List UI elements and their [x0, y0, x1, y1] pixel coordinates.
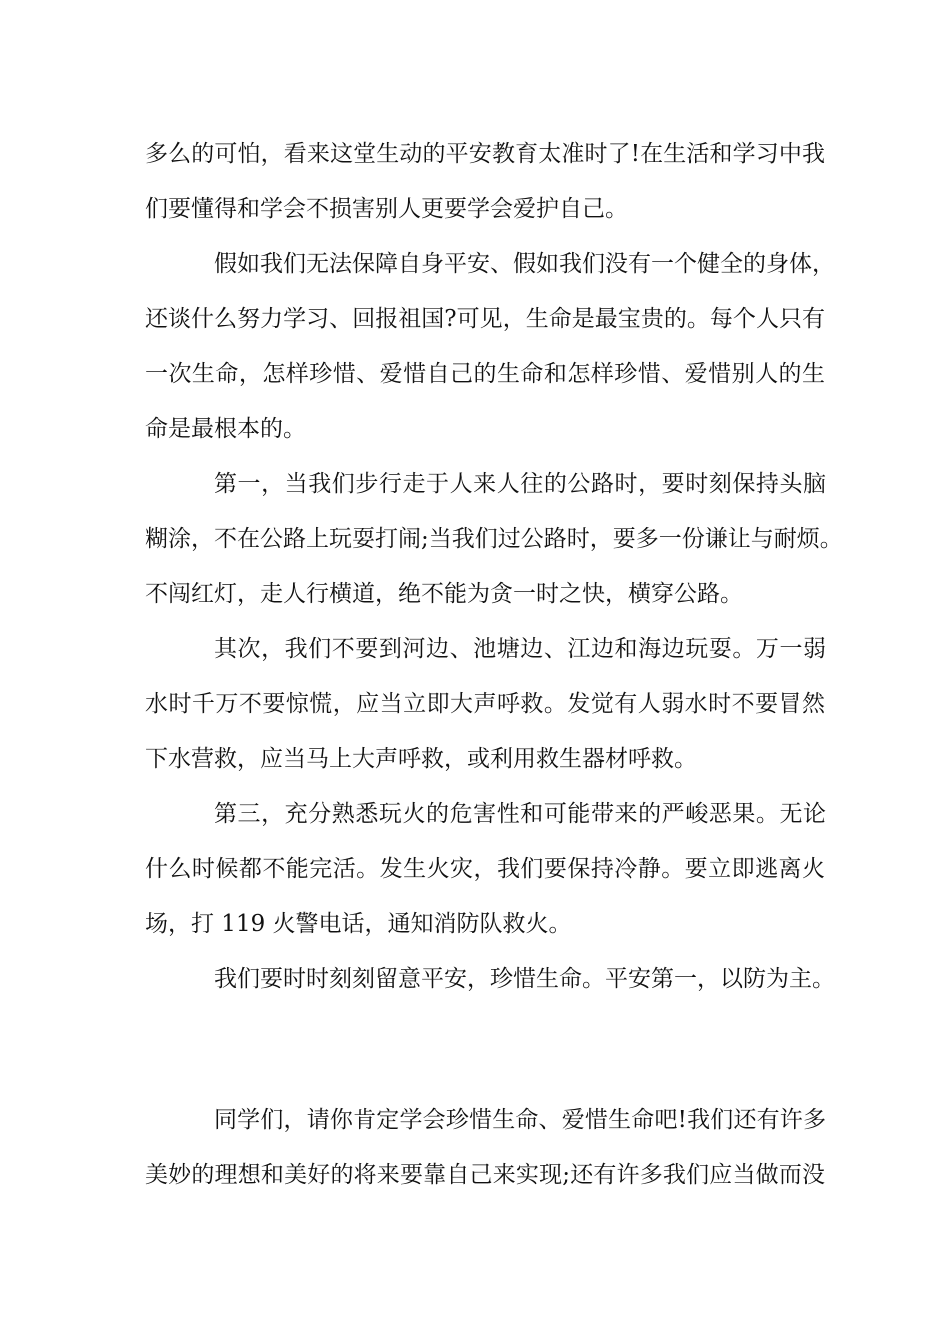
text-line: 糊涂，不在公路上玩耍打闹;当我们过公路时，要多一份谦让与耐烦。	[145, 526, 843, 552]
text-line: 第一，当我们步行走于人来人往的公路时，要时刻保持头脑	[214, 471, 826, 497]
text-line: 第三，充分熟悉玩火的危害性和可能带来的严峻恶果。无论	[214, 801, 826, 827]
text-line: 我们要时时刻刻留意平安，珍惜生命。平安第一，以防为主。	[214, 966, 835, 992]
text-line: 假如我们无法保障自身平安、假如我们没有一个健全的身体，	[214, 251, 835, 277]
text-line: 水时千万不要惊慌，应当立即大声呼救。发觉有人弱水时不要冒然	[145, 691, 825, 717]
text-line: 一次生命，怎样珍惜、爱惜自己的生命和怎样珍惜、爱惜别人的生	[145, 361, 825, 387]
text-line: 不闯红灯，走人行横道，绝不能为贪一时之快，横穿公路。	[145, 581, 743, 607]
text-line: 美妙的理想和美好的将来要靠自己来实现;还有许多我们应当做而没	[145, 1162, 825, 1188]
text-line: 们要懂得和学会不损害别人更要学会爱护自己。	[145, 196, 628, 222]
text-line: 其次，我们不要到河边、池塘边、江边和海边玩耍。万一弱	[214, 636, 826, 662]
text-line: 还谈什么努力学习、回报祖国?可见，生命是最宝贵的。每个人只有	[145, 306, 825, 332]
text-line: 下水营救，应当马上大声呼救，或利用救生器材呼救。	[145, 746, 697, 772]
text-line: 什么时候都不能完活。发生火灾，我们要保持冷静。要立即逃离火	[145, 856, 825, 882]
text-line: 同学们，请你肯定学会珍惜生命、爱惜生命吧!我们还有许多	[214, 1107, 826, 1133]
text-line: 命是最根本的。	[145, 416, 306, 442]
text-line: 场，打 119 火警电话，通知消防队救火。	[145, 911, 572, 937]
text-line: 多么的可怕，看来这堂生动的平安教育太准时了!在生活和学习中我	[145, 141, 825, 167]
